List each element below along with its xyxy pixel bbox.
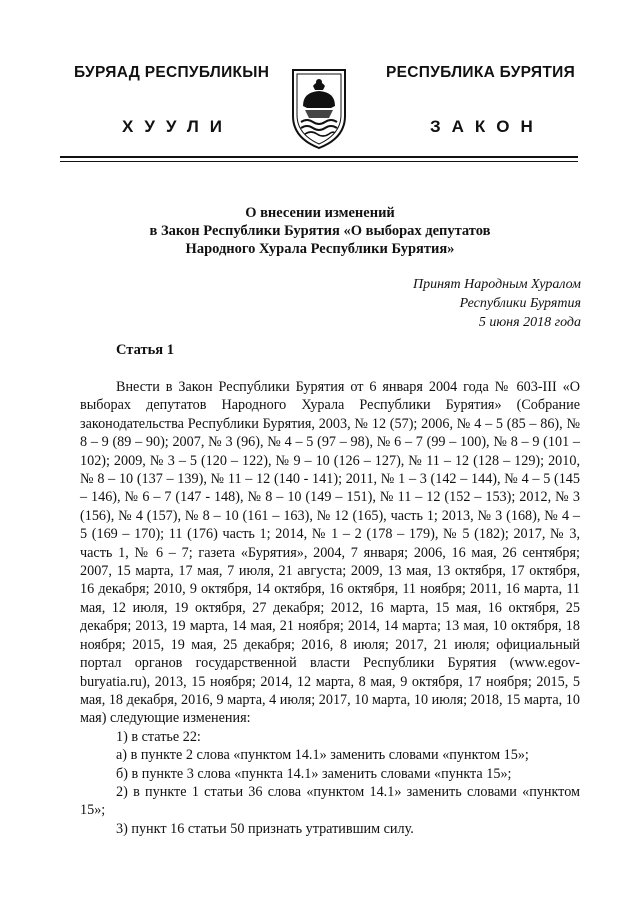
adoption-date: 5 июня 2018 года: [478, 315, 581, 330]
law-title-line: в Закон Республики Бурятия «О выборах депутатов: [149, 223, 491, 239]
article-body: [80, 378, 580, 838]
header-right-title: РЕСПУБЛИКА БУРЯТИЯ: [386, 64, 576, 81]
adoption-line: Республики Бурятия: [459, 296, 581, 311]
list-item: а) в пункте 2 слова «пунктом 14.1» заменить словами «пунктом 15»;: [116, 747, 529, 764]
list-item: 1) в статье 22:: [116, 728, 201, 745]
header-divider-thick: [60, 156, 578, 158]
list-item: 3) пункт 16 статьи 50 признать утратившим силу.: [116, 820, 414, 837]
header-right-subtitle: ЗАКОН: [430, 117, 544, 136]
header-left-title: БУРЯАД РЕСПУБЛИКЫН: [74, 64, 270, 81]
header-divider-thin: [60, 161, 578, 162]
article-heading: Статья 1: [116, 342, 174, 358]
law-title: [0, 204, 640, 258]
list-item: б) в пункте 3 слова «пункта 14.1» заменить словами «пункта 15»;: [116, 765, 512, 782]
adoption-line: Принят Народным Хуралом: [412, 277, 581, 292]
law-title-line: Народного Хурала Республики Бурятия»: [185, 241, 455, 257]
law-title-line: О внесении изменений: [245, 205, 395, 221]
list-item: 2) в пункте 1 статьи 36 слова «пунктом 14.1» заменить словами «пунктом 15»;: [80, 783, 580, 819]
main-paragraph: Внести в Закон Республики Бурятия от 6 января 2004 года № 603-III «О выборах депутатов Народного Хурала Республики Бурятия» (Собрание законодательства Республики Бурятия, 2003, № 12 (57); 2006, № 4 – 5 (85 – 86), № 8 – 9 (89 – 90); 2007, № 3 (96), № 4 – 5 (97 – 98), № 6 – 7 (99 – 100), № 8 – 9 (101 – 102); 2009, № 3 – 5 (120 – 122), № 9 – 10 (126 – 127), № 11 – 12 (128 – 129); 2010, № 8 – 10 (137 – 139), № 11 – 12 (140 - 141); 2011, № 1 – 3 (142 – 144), № 4 – 5 (145 – 146), № 6 – 7 (147 - 148), № 8 – 10 (149 – 151), № 11 – 12 (152 – 153); 2012, № 3 (156), № 4 (157), № 8 – 10 (161 – 163), № 12 (165), часть 1; 2013, № 3 (168), № 4 – 5 (169 – 170); 11 (176) часть 1; 2014, № 1 – 2 (178 – 179), № 5 (182); 2017, № 3, часть 1, № 6 – 7; газета «Бурятия», 2004, 7 января; 2006, 16 мая, 26 сентября; 2007, 15 марта, 17 мая, 7 июля, 21 августа; 2009, 13 мая, 13 октября, 17 октября, 16 декабря; 2010, 9 октября, 14 октября, 16 октября, 11 ноября; 2011, 16 марта, 11 мая, 12 июля, 19 октября, 27 декабря; 2012, 16 марта, 15 мая, 16 октября, 25 декабря; 2013, 19 марта, 14 мая, 21 ноября; 2014, 14 марта; 13 мая, 10 октября, 18 ноября; 2015, 19 мая, 25 декабря; 2016, 8 июля; 2017, 21 июля; официальный портал органов государственной власти Республики Бурятия (www.egov-buryatia.ru), 2013, 15 ноября; 2014, 12 марта, 8 мая, 9 октября, 17 ноября; 2015, 5 мая, 18 декабря, 2016, 9 марта, 4 июля; 2017, 10 марта, 10 июля; 2018, 15 марта, 10 мая) следующие изменения:: [80, 379, 580, 727]
adoption-note: [413, 275, 581, 332]
header-left-subtitle: ХУУЛИ: [122, 117, 233, 136]
coat-of-arms-icon: [289, 64, 349, 150]
